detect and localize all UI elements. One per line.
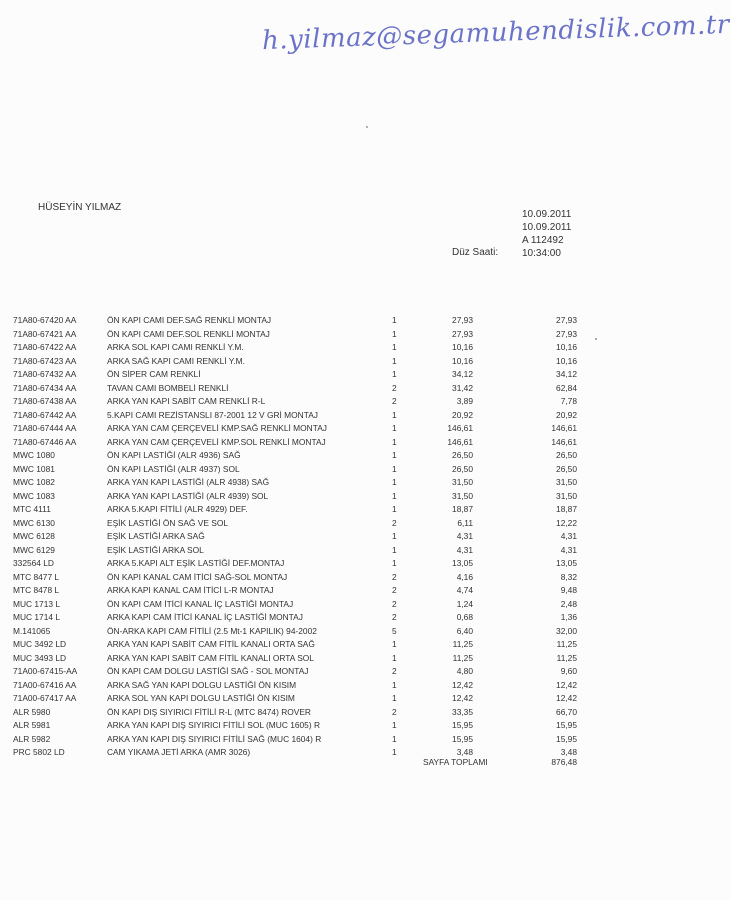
table-row [0,746,637,760]
table-row [0,449,637,463]
quantity: 2 [392,612,397,622]
quantity: 1 [392,423,397,433]
part-code: 71A80-67422 AA [13,342,77,352]
table-row [0,382,637,396]
unit-price: 15,95 [452,733,473,744]
quantity: 1 [392,720,397,730]
part-description: ÖN KAPI DIŞ SIYIRICI FİTİLİ R-L (MTC 8474) ROVER [107,706,311,717]
table-row [0,652,637,666]
table-row [0,530,637,544]
line-total: 4,31 [560,544,577,555]
unit-price: 31,50 [452,490,473,501]
unit-price: 34,12 [452,369,473,379]
table-row [0,692,637,706]
part-code: 71A00-67415-AA [13,666,78,676]
line-total: 66,70 [556,706,577,717]
quantity: 1 [392,558,397,568]
table-row [0,436,637,450]
quantity: 1 [392,315,397,325]
part-description: ARKA SOL YAN KAPI DOLGU LASTİĞİ ÖN KISIM [107,693,295,703]
part-description: ARKA 5.KAPI ALT EŞİK LASTİĞİ DEF.MONTAJ [107,558,285,568]
table-row [0,679,637,693]
unit-price: 11,25 [452,639,473,649]
part-description: ÖN KAPI KANAL CAM İTİCİ SAĞ-SOL MONTAJ [107,571,288,582]
line-total: 26,50 [556,463,577,474]
items-table [0,314,637,760]
customer-name: HÜSEYİN YILMAZ [38,202,122,213]
part-description: ARKA KAPI KANAL CAM İTİCİ L-R MONTAJ [107,585,274,595]
quantity: 2 [392,396,397,406]
line-total: 27,93 [556,315,577,325]
part-code: 71A80-67432 AA [13,369,77,379]
line-total: 31,50 [556,477,577,487]
table-row [0,638,637,652]
quantity: 1 [392,477,397,487]
table-row [0,476,637,490]
table-row [0,611,637,625]
table-row [0,409,637,423]
document-number: A 112492 [522,235,564,246]
unit-price: 1,24 [456,598,473,609]
unit-price: 26,50 [452,463,473,474]
quantity: 1 [392,531,397,541]
part-code: MTC 8477 L [13,571,60,582]
time-label: Düz Saati: [452,247,499,258]
time-value: 10:34:00 [522,248,561,259]
unit-price: 12,42 [452,679,473,690]
part-code: 71A80-67442 AA [13,409,77,420]
part-description: 5.KAPI CAMI REZİSTANSLI 87-2001 12 V GRİ MONTAJ [107,409,318,420]
quantity: 5 [392,625,397,636]
part-code: MWC 1080 [13,450,55,460]
handwritten-email: h.yilmaz@segamuhendislik.com.tr [261,9,730,57]
quantity: 1 [392,409,397,420]
unit-price: 20,92 [452,409,473,420]
line-total: 15,95 [556,720,577,730]
line-total: 1,36 [560,612,577,622]
table-row [0,733,637,747]
part-code: 71A80-67434 AA [13,382,77,393]
part-code: MWC 6129 [13,544,55,555]
part-code: MTC 8478 L [13,585,60,595]
part-description: ÖN SİPER CAM RENKLİ [107,369,201,379]
quantity: 1 [392,490,397,501]
table-row [0,544,637,558]
unit-price: 27,93 [452,315,473,325]
quantity: 2 [392,666,397,676]
part-description: ARKA YAN KAPI LASTİĞİ (ALR 4939) SOL [107,490,269,501]
part-description: TAVAN CAMI BOMBELİ RENKLİ [107,382,229,393]
quantity: 2 [392,598,397,609]
quantity: 1 [392,355,397,366]
line-total: 2,48 [560,598,577,609]
table-row [0,328,637,342]
part-description: ÖN KAPI CAMI DEF.SOL RENKLİ MONTAJ [107,328,270,339]
line-total: 8,32 [560,571,577,582]
part-code: 71A00-67417 AA [13,693,77,703]
table-row [0,706,637,720]
line-total: 18,87 [556,504,577,514]
line-total: 15,95 [556,733,577,744]
quantity: 2 [392,517,397,528]
part-description: ARKA YAN KAPI SABİT CAM FİTİL KANALI ORTA SOL [107,652,314,663]
part-code: ALR 5980 [13,706,51,717]
line-total: 12,22 [556,517,577,528]
unit-price: 6,11 [457,517,473,528]
quantity: 2 [392,706,397,717]
line-total: 11,25 [556,639,577,649]
table-row [0,557,637,571]
table-row [0,625,637,639]
quantity: 1 [392,733,397,744]
part-description: ARKA YAN KAPI LASTİĞİ (ALR 4938) SAĞ [107,477,270,487]
unit-price: 11,25 [452,652,473,663]
unit-price: 4,31 [456,544,473,555]
part-code: MWC 1082 [13,477,55,487]
table-row [0,341,637,355]
unit-price: 6,40 [456,625,473,636]
part-description: ARKA YAN CAM ÇERÇEVELİ KMP.SOL RENKLİ MONTAJ [107,436,326,447]
table-row [0,571,637,585]
unit-price: 4,80 [456,666,473,676]
part-description: EŞİK LASTİĞİ ARKA SAĞ [107,531,205,541]
page-total-label: SAYFA TOPLAMI [423,757,488,767]
line-total: 7,78 [560,396,577,406]
quantity: 1 [392,450,397,460]
line-total: 11,25 [556,652,577,663]
date-1: 10.09.2011 [522,209,572,220]
part-description: ARKA YAN KAPI DIŞ SIYIRICI FİTİLİ SOL (MUC 1605) R [107,720,320,730]
line-total: 13,05 [556,558,577,568]
part-description: EŞİK LASTİĞİ ARKA SOL [107,544,204,555]
line-total: 10,16 [556,342,577,352]
part-description: CAM YIKAMA JETİ ARKA (AMR 3026) [107,747,251,757]
table-row [0,503,637,517]
line-total: 32,00 [556,625,577,636]
quantity: 1 [392,369,397,379]
line-total: 20,92 [556,409,577,420]
unit-price: 10,16 [452,355,473,366]
part-code: PRC 5802 LD [13,747,65,757]
part-code: MUC 1714 L [13,612,61,622]
part-description: ARKA YAN KAPI SABİT CAM FİTİL KANALI ORTA SAĞ [107,639,315,649]
quantity: 1 [392,544,397,555]
part-description: ÖN-ARKA KAPI CAM FİTİLİ (2.5 Mt-1 KAPILIK) 94-2002 [107,625,317,636]
stray-mark [366,126,368,128]
part-description: ÖN KAPI CAMI DEF.SAĞ RENKLİ MONTAJ [107,315,272,325]
quantity: 2 [392,585,397,595]
quantity: 2 [392,382,397,393]
line-total: 27,93 [556,328,577,339]
part-description: ÖN KAPI CAM DOLGU LASTİĞİ SAĞ - SOL MONTAJ [107,666,309,676]
table-row [0,314,637,328]
line-total: 31,50 [556,490,577,501]
table-row [0,598,637,612]
table-row [0,355,637,369]
quantity: 1 [392,328,397,339]
quantity: 1 [392,639,397,649]
part-code: MTC 4111 [13,504,51,514]
quantity: 1 [392,747,397,757]
part-code: MUC 3493 LD [13,652,67,663]
part-code: 71A80-67421 AA [13,328,77,339]
part-description: ÖN KAPI CAM İTİCİ KANAL İÇ LASTİĞİ MONTAJ [107,598,294,609]
table-row [0,463,637,477]
unit-price: 146,61 [447,423,473,433]
table-row [0,665,637,679]
line-total: 4,31 [560,531,577,541]
quantity: 1 [392,504,397,514]
unit-price: 18,87 [452,504,473,514]
table-row [0,395,637,409]
part-description: ÖN KAPI LASTİĞİ (ALR 4936) SAĞ [107,450,241,460]
unit-price: 0,68 [456,612,473,622]
part-description: ARKA YAN KAPI DIŞ SIYIRICI FİTİLİ SAĞ (MUC 1604) R [107,733,322,744]
part-description: EŞİK LASTİĞİ ÖN SAĞ VE SOL [107,517,229,528]
unit-price: 31,42 [452,382,473,393]
part-code: 71A80-67438 AA [13,396,77,406]
unit-price: 146,61 [447,436,473,447]
quantity: 1 [392,436,397,447]
line-total: 3,48 [560,747,577,757]
table-row [0,490,637,504]
unit-price: 3,89 [456,396,473,406]
part-code: 332564 LD [13,558,54,568]
line-total: 146,61 [551,423,577,433]
quantity: 2 [392,571,397,582]
part-code: MUC 3492 LD [13,639,67,649]
part-code: MWC 1083 [13,490,55,501]
document-meta [522,208,571,260]
date-2: 10.09.2011 [522,222,572,233]
part-description: ARKA SAĞ KAPI CAMI RENKLİ Y.M. [107,355,245,366]
table-row [0,719,637,733]
line-total: 26,50 [556,450,577,460]
table-row [0,368,637,382]
unit-price: 26,50 [452,450,473,460]
unit-price: 33,35 [452,706,473,717]
part-code: ALR 5982 [13,733,51,744]
part-description: ÖN KAPI LASTİĞİ (ALR 4937) SOL [107,463,240,474]
part-code: ALR 5981 [13,720,51,730]
part-code: 71A80-67444 AA [13,423,77,433]
unit-price: 15,95 [452,720,473,730]
unit-price: 4,31 [456,531,473,541]
quantity: 1 [392,679,397,690]
line-total: 9,48 [560,585,577,595]
part-code: 71A80-67423 AA [13,355,77,366]
table-row [0,422,637,436]
line-total: 34,12 [556,369,577,379]
table-row [0,517,637,531]
quantity: 1 [392,342,397,352]
part-code: 71A80-67446 AA [13,436,77,447]
part-description: ARKA KAPI CAM İTİCİ KANAL İÇ LASTİĞİ MONTAJ [107,612,303,622]
line-total: 12,42 [556,679,577,690]
part-code: 71A00-67416 AA [13,679,77,690]
part-description: ARKA SOL KAPI CAMI RENKLİ Y.M. [107,342,244,352]
unit-price: 27,93 [452,328,473,339]
unit-price: 12,42 [452,693,473,703]
quantity: 1 [392,652,397,663]
quantity: 1 [392,463,397,474]
line-total: 10,16 [556,355,577,366]
unit-price: 4,16 [456,571,473,582]
part-description: ARKA YAN CAM ÇERÇEVELİ KMP.SAĞ RENKLİ MONTAJ [107,423,327,433]
part-code: MWC 6130 [13,517,55,528]
unit-price: 3,48 [456,747,473,757]
unit-price: 10,16 [452,342,473,352]
unit-price: 4,74 [456,585,473,595]
unit-price: 13,05 [452,558,473,568]
quantity: 1 [392,693,397,703]
table-row [0,584,637,598]
line-total: 12,42 [556,693,577,703]
part-code: MWC 6128 [13,531,55,541]
part-description: ARKA SAĞ YAN KAPI DOLGU LASTİĞİ ÖN KISIM [107,679,297,690]
line-total: 9,60 [560,666,577,676]
part-description: ARKA YAN KAPI SABİT CAM RENKLİ R-L [107,396,266,406]
line-total: 62,84 [556,382,577,393]
line-total: 146,61 [551,436,577,447]
part-code: MUC 1713 L [13,598,61,609]
page-total-value: 876,48 [551,757,577,767]
part-code: MWC 1081 [13,463,55,474]
unit-price: 31,50 [452,477,473,487]
part-code: 71A80-67420 AA [13,315,77,325]
part-code: M.141065 [13,625,51,636]
part-description: ARKA 5.KAPI FİTİLİ (ALR 4929) DEF. [107,504,248,514]
